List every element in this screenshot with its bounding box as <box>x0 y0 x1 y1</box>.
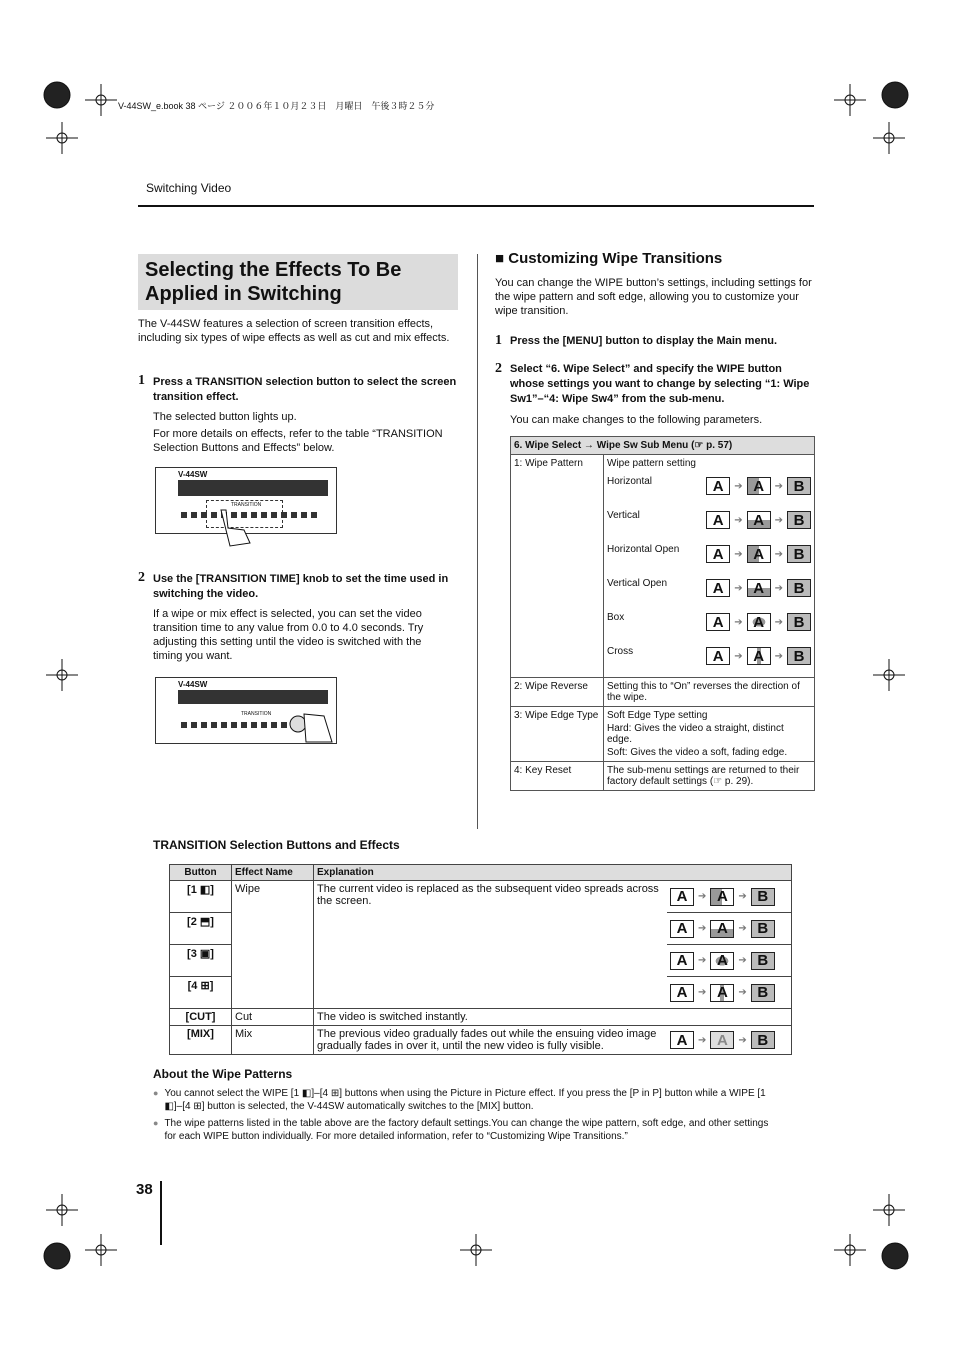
wipe-frame-a: A <box>670 1031 694 1049</box>
wipe-frame-mid: A <box>747 579 771 597</box>
wipe-frame-mid: A <box>710 1031 734 1049</box>
left-step1-p1: The selected button lights up. <box>153 411 297 423</box>
right-step1-number: 1 <box>495 333 502 348</box>
wipe-sequence-vo <box>706 579 811 597</box>
col-effect: Effect Name <box>232 865 314 881</box>
param-key-reset-desc: The sub-menu settings are returned to their factory default settings (☞ p. 29). <box>604 762 815 791</box>
arrow-icon: ➔ <box>774 514 783 526</box>
wipe-sequence-cell <box>667 945 792 977</box>
wipe-frame-b: B <box>787 647 811 665</box>
arrow-icon: ➔ <box>734 514 743 526</box>
btn-wipe-3: [3 ▣] <box>170 945 232 977</box>
right-step1: Press the [MENU] button to display the Main menu. <box>510 335 778 347</box>
transition-table-title: TRANSITION Selection Buttons and Effects <box>153 838 400 852</box>
wipe-frame-mid: A <box>747 647 771 665</box>
param-wipe-pattern: 1: Wipe Pattern <box>511 455 604 678</box>
wipe-frame-mid: A <box>710 888 734 906</box>
page-number-rule <box>160 1181 162 1245</box>
pattern-row <box>607 537 811 571</box>
about-bullet-2-text: The wipe patterns listed in the table above are the factory default settings.You can change the wipe pattern, soft edge, and other settings for each WIPE button individually. For more detailed information, refer to “Customizing Wipe Transitions.” <box>164 1118 769 1142</box>
arrow-icon: ➔ <box>734 548 743 560</box>
wipe-frame-a: A <box>706 477 730 495</box>
wipe-frame-b: B <box>751 984 775 1002</box>
wipe-frame-b: B <box>787 477 811 495</box>
wipe-sequence-h <box>706 477 811 495</box>
btn-wipe-2: [2 ⬒] <box>170 913 232 945</box>
about-bullet-1-text: You cannot select the WIPE [1 ◧]–[4 ⊞] buttons when using the Picture in Picture effect. If you press the [P in P] button while a WIPE [1 ◧]–[4 ⊞] button is selected, the V-44SW automatically switches to the [MIX] button. <box>164 1088 766 1112</box>
arrow-icon: ➔ <box>698 891 707 902</box>
wipe-frame-b: B <box>751 952 775 970</box>
right-step2-number: 2 <box>495 361 502 376</box>
about-bullet-1 <box>153 1087 773 1113</box>
arrow-icon: ➔ <box>774 548 783 560</box>
param-wipe-edge-desc3: Soft: Gives the video a soft, fading edge. <box>607 747 788 758</box>
wipe-frame-a: A <box>706 545 730 563</box>
wipe-sequence-cell <box>667 1026 792 1055</box>
wipe-sequence-h <box>670 888 788 906</box>
wipe-frame-b: B <box>787 579 811 597</box>
wipe-frame-b: B <box>751 920 775 938</box>
arrow-icon: ➔ <box>774 650 783 662</box>
arrow-icon: ➔ <box>738 923 747 934</box>
effect-cut: Cut <box>232 1009 314 1026</box>
right-step2-p1: You can make changes to the following parameters. <box>510 414 763 426</box>
wipe-sequence-v <box>706 511 811 529</box>
title-line-1: Selecting the Effects To Be <box>145 259 402 281</box>
knob-hand-icon <box>284 706 334 746</box>
arrow-icon: ➔ <box>774 616 783 628</box>
wipe-frame-a: A <box>706 647 730 665</box>
wipe-sequence-box <box>706 613 811 631</box>
left-step1-number: 1 <box>138 373 145 388</box>
section-title <box>138 254 458 310</box>
title-line-2: Applied in Switching <box>145 283 342 305</box>
wipe-frame-mid: A <box>747 613 771 631</box>
page-number: 38 <box>136 1181 153 1198</box>
effect-mix: Mix <box>232 1026 314 1055</box>
wipe-sequence-ho <box>706 545 811 563</box>
wipe-frame-mid: A <box>747 477 771 495</box>
arrow-icon: ➔ <box>738 1034 747 1046</box>
expl-mix: The previous video gradually fades out while the ensuing video image gradually fades in over it, until the new video is fully visible. <box>314 1026 668 1055</box>
pattern-row <box>607 571 811 605</box>
param-wipe-edge: 3: Wipe Edge Type <box>511 707 604 762</box>
param-wipe-pattern-desc: Wipe pattern setting <box>607 458 696 469</box>
pattern-label: Horizontal <box>607 475 653 487</box>
pattern-label: Box <box>607 611 625 623</box>
pattern-label: Cross <box>607 645 634 657</box>
left-step1: Press a TRANSITION selection button to select the screen transition effect. <box>153 376 457 403</box>
device-transition-label: TRANSITION <box>231 502 262 508</box>
param-wipe-edge-desc1: Soft Edge Type setting <box>607 710 708 721</box>
device-transition-label-2: TRANSITION <box>241 711 272 717</box>
effect-wipe: Wipe <box>232 881 314 1009</box>
arrow-icon: ➔ <box>698 955 707 966</box>
header-rule <box>138 205 814 207</box>
heading-marker: ■ <box>495 250 505 267</box>
arrow-icon: ➔ <box>738 987 747 998</box>
right-intro: You can change the WIPE button’s settings, including settings for the wipe pattern and soft edge, allowing you to customize your wipe transition. <box>495 277 812 317</box>
wipe-frame-b: B <box>751 1031 775 1049</box>
right-heading <box>495 250 722 267</box>
wipe-frame-b: B <box>787 511 811 529</box>
arrow-icon: ➔ <box>734 616 743 628</box>
pattern-row <box>607 639 811 673</box>
pattern-row <box>607 605 811 639</box>
right-step2: Select “6. Wipe Select” and specify the WIPE button whose settings you want to change by selecting “1: Wipe Sw1”–“4: Wipe Sw4” from the sub-menu. <box>510 363 810 405</box>
expl-wipe: The current video is replaced as the subsequent video spreads across the screen. <box>314 881 668 1009</box>
parameter-table <box>510 436 815 791</box>
about-bullet-2 <box>153 1117 773 1143</box>
wipe-frame-a: A <box>670 952 694 970</box>
col-button: Button <box>170 865 232 881</box>
arrow-icon: ➔ <box>734 480 743 492</box>
arrow-icon: ➔ <box>734 650 743 662</box>
wipe-sequence-box <box>670 952 788 970</box>
param-wipe-reverse-desc: Setting this to “On” reverses the direction of the wipe. <box>604 678 815 707</box>
heading-text: Customizing Wipe Transitions <box>508 250 723 267</box>
left-intro: The V-44SW features a selection of screen transition effects, including six types of wipe effects as well as cut and mix effects. <box>138 318 450 344</box>
wipe-sequence-cell <box>667 881 792 913</box>
left-step2-number: 2 <box>138 570 145 585</box>
wipe-frame-b: B <box>787 545 811 563</box>
pattern-label: Horizontal Open <box>607 543 680 555</box>
wipe-sequence-cross <box>706 647 811 665</box>
btn-cut: [CUT] <box>170 1009 232 1026</box>
wipe-frame-a: A <box>670 920 694 938</box>
parameter-table-header: 6. Wipe Select → Wipe Sw Sub Menu (☞ p. 57) <box>511 437 815 455</box>
bullet-icon: ● <box>153 1118 159 1128</box>
device-panel-illustration <box>155 467 337 534</box>
arrow-icon: ➔ <box>698 987 707 998</box>
pattern-row <box>607 469 811 503</box>
device-brand: V-44SW <box>178 470 208 479</box>
arrow-icon: ➔ <box>774 480 783 492</box>
btn-wipe-4: [4 ⊞] <box>170 977 232 1009</box>
wipe-frame-b: B <box>787 613 811 631</box>
wipe-frame-a: A <box>670 888 694 906</box>
about-title: About the Wipe Patterns <box>153 1067 293 1081</box>
wipe-sequence-mix <box>670 1031 788 1049</box>
pattern-label: Vertical Open <box>607 577 668 589</box>
col-explanation: Explanation <box>314 865 792 881</box>
wipe-sequence-v <box>670 920 788 938</box>
device-knob-illustration <box>155 677 337 744</box>
hand-icon <box>216 508 256 548</box>
left-step2: Use the [TRANSITION TIME] knob to set the time used in switching the video. <box>153 573 449 600</box>
device-brand-2: V-44SW <box>178 680 208 689</box>
wipe-frame-a: A <box>706 511 730 529</box>
param-wipe-reverse: 2: Wipe Reverse <box>511 678 604 707</box>
wipe-sequence-cell <box>667 977 792 1009</box>
btn-wipe-1: [1 ◧] <box>170 881 232 913</box>
wipe-frame-mid: A <box>710 952 734 970</box>
arrow-icon: ➔ <box>738 955 747 966</box>
wipe-frame-mid: A <box>747 511 771 529</box>
wipe-sequence-cross <box>670 984 788 1002</box>
bullet-icon: ● <box>153 1088 159 1098</box>
arrow-icon: ➔ <box>698 923 707 934</box>
pattern-label: Vertical <box>607 509 640 521</box>
arrow-icon: ➔ <box>698 1034 707 1046</box>
crop-header: V-44SW_e.book 38 ページ ２００６年１０月２３日 月曜日 午後３時２５分 <box>118 101 435 111</box>
param-key-reset: 4: Key Reset <box>511 762 604 791</box>
pattern-row <box>607 503 811 537</box>
wipe-frame-mid: A <box>747 545 771 563</box>
wipe-frame-mid: A <box>710 920 734 938</box>
param-wipe-edge-desc2: Hard: Gives the video a straight, distinct edge. <box>607 723 784 745</box>
wipe-frame-b: B <box>751 888 775 906</box>
arrow-icon: ➔ <box>738 891 747 902</box>
arrow-icon: ➔ <box>774 582 783 594</box>
column-divider <box>477 254 478 829</box>
wipe-frame-a: A <box>706 613 730 631</box>
wipe-frame-mid: A <box>710 984 734 1002</box>
pattern-list <box>607 469 811 673</box>
wipe-frame-a: A <box>670 984 694 1002</box>
expl-cut: The video is switched instantly. <box>314 1009 792 1026</box>
btn-mix: [MIX] <box>170 1026 232 1055</box>
transition-table <box>169 864 792 1055</box>
left-step1-p2: For more details on effects, refer to the table “TRANSITION Selection Buttons and Effects” below. <box>153 428 443 454</box>
wipe-frame-a: A <box>706 579 730 597</box>
wipe-sequence-cell <box>667 913 792 945</box>
left-step2-p1: If a wipe or mix effect is selected, you can set the video transition time to any value from 0.0 to 4.0 seconds. Try adjusting this setting until the video is switched with the timing you want. <box>153 608 424 662</box>
running-header: Switching Video <box>146 181 232 195</box>
arrow-icon: ➔ <box>734 582 743 594</box>
